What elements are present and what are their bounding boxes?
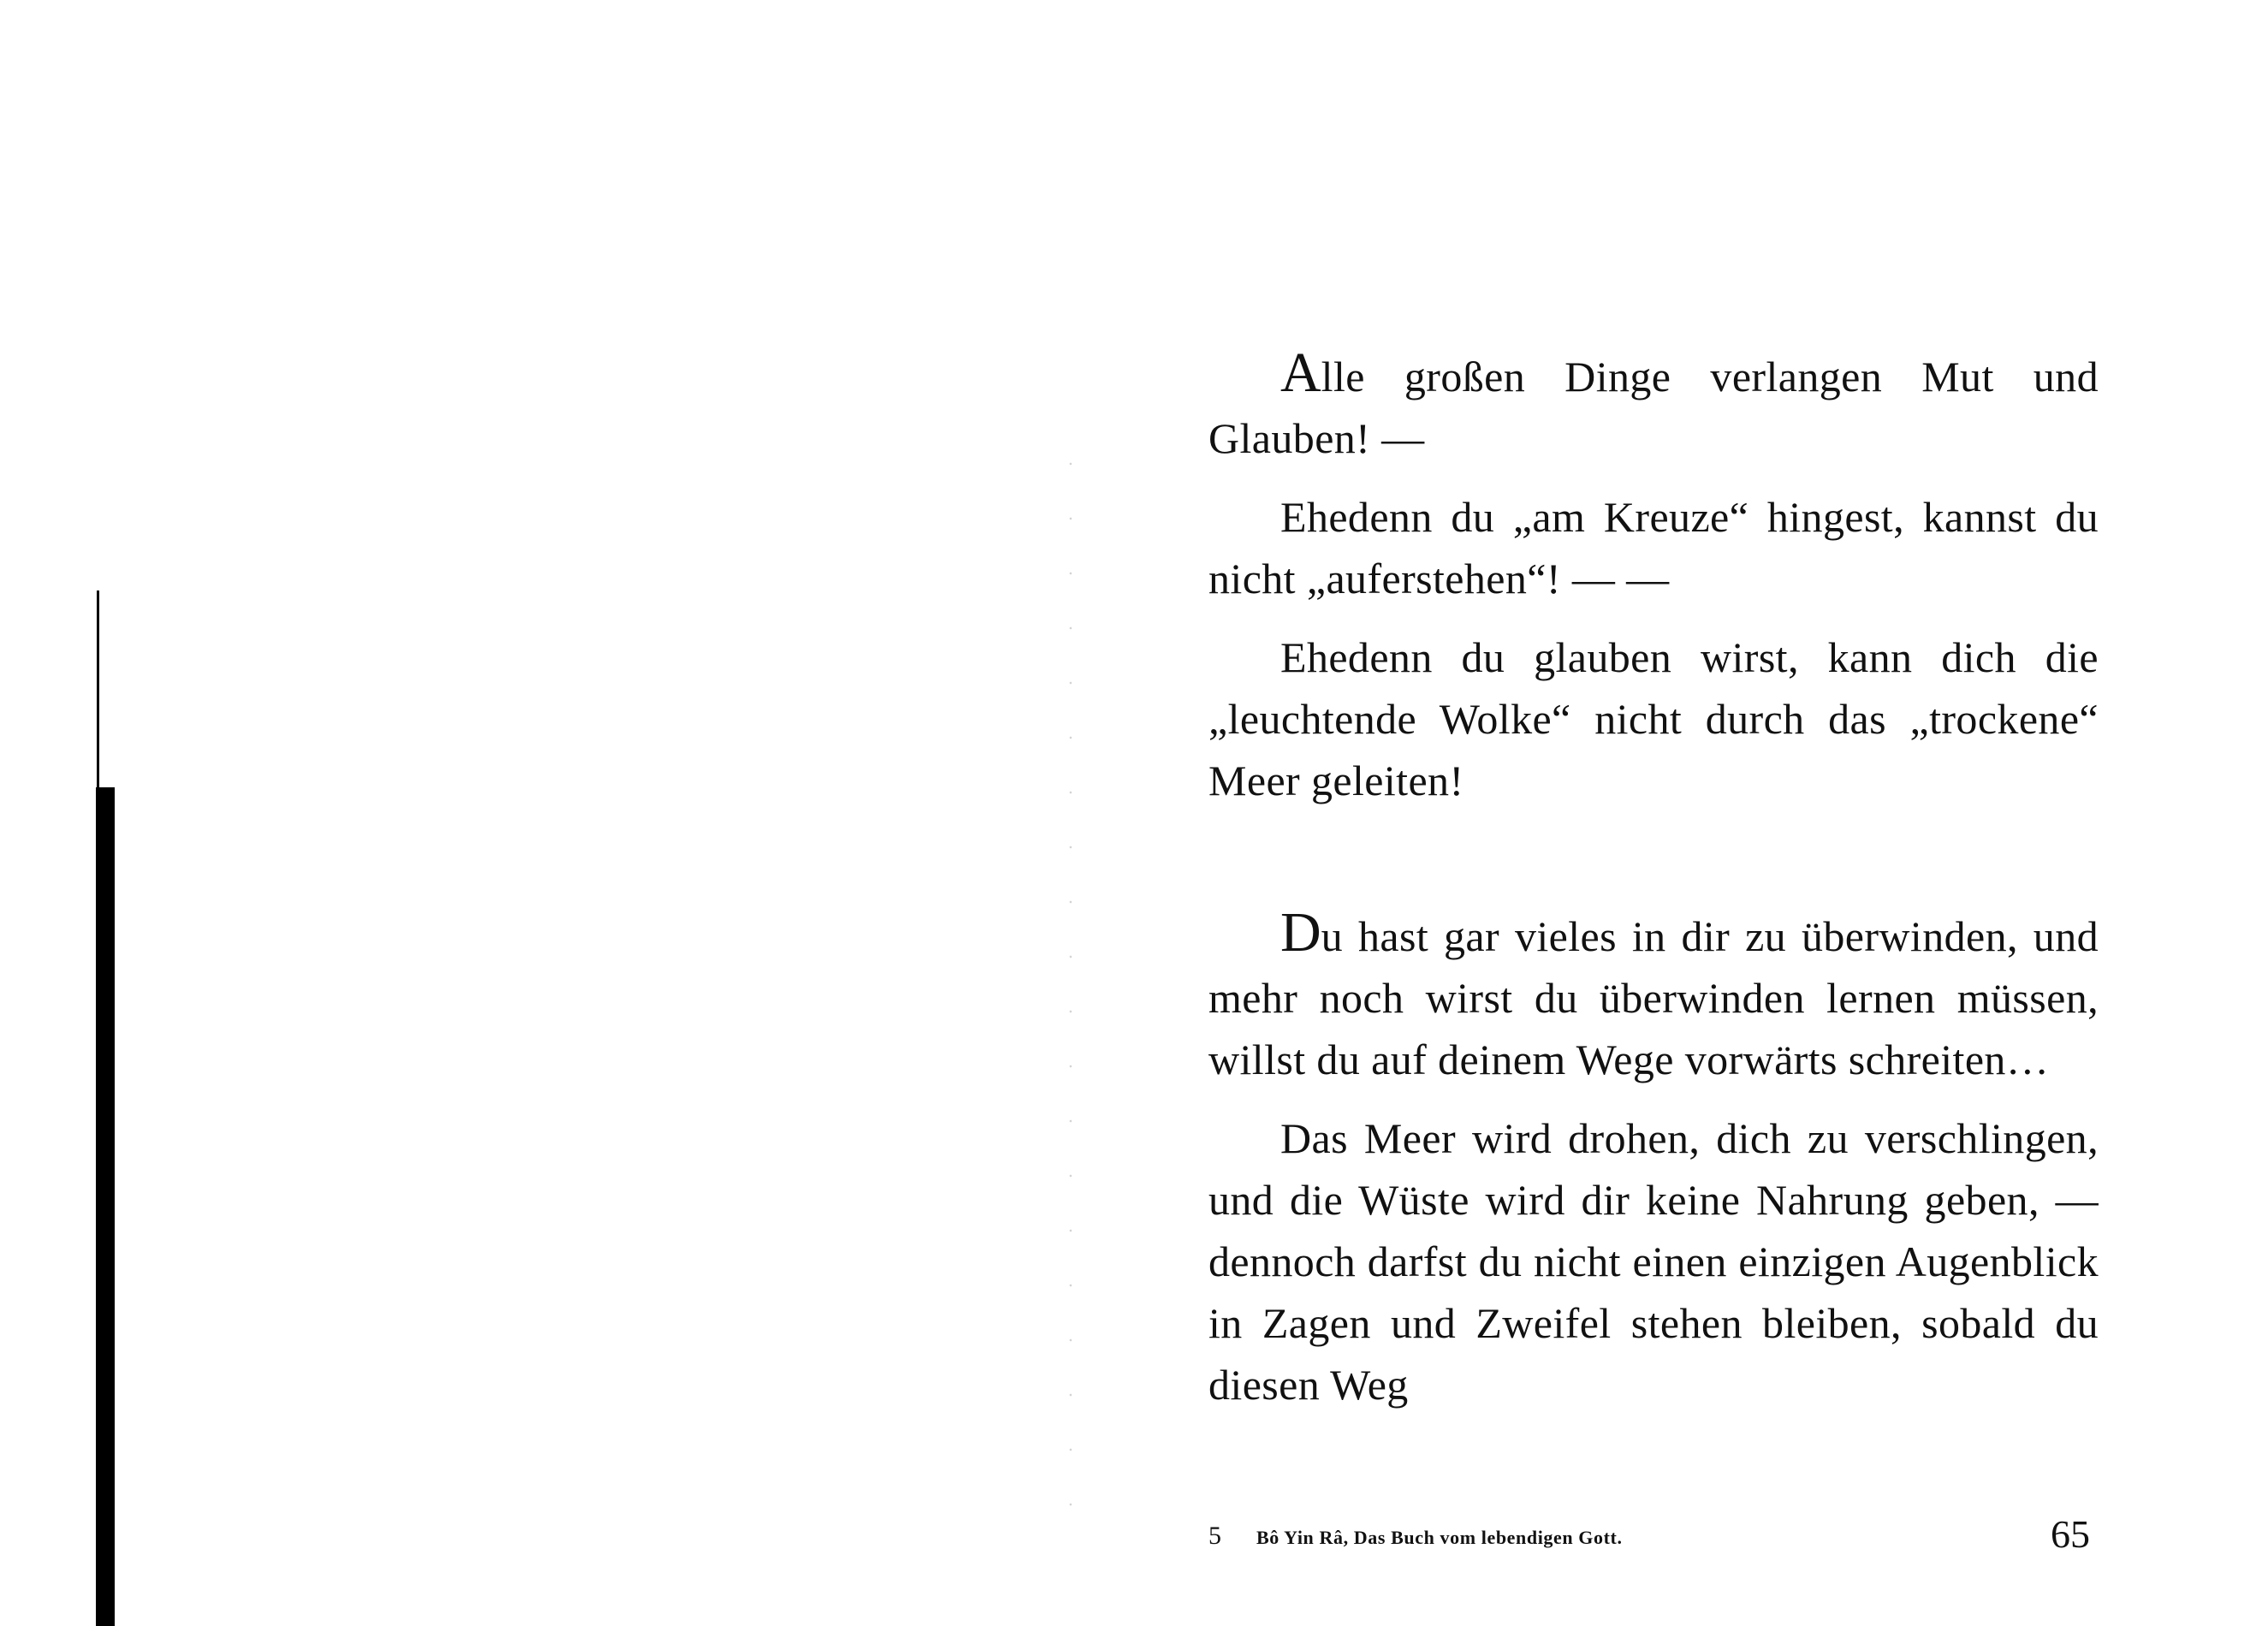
- paragraph-3: [1208, 626, 2099, 811]
- drop-initial: D: [1280, 901, 1321, 964]
- printer-signature: [1208, 1522, 1623, 1551]
- paragraph-5: [1208, 1107, 2099, 1415]
- signature-number: 5: [1208, 1522, 1221, 1550]
- paragraph-1: [1208, 342, 2099, 469]
- paragraph-text: u hast gar vieles in dir zu überwinden, und mehr noch wirst du überwinden lernen müssen, willst du auf deinem Wege vorwärts schreiten…: [1208, 912, 2099, 1083]
- binding-edge-top: [97, 590, 99, 796]
- right-page-text: [1208, 342, 2099, 1415]
- gutter-marks: [1068, 436, 1073, 1532]
- paragraph-4: [1208, 902, 2099, 1090]
- paragraph-text: Das Meer wird drohen, dich zu verschlingen, und die Wüste wird dir keine Nahrung geben, — dennoch darfst du nicht einen einzigen Augenblick in Zagen und Zweifel stehen bleiben, sobald du diesen Weg: [1208, 1114, 2099, 1409]
- binding-edge: [96, 787, 115, 1626]
- signature-text: Bô Yin Râ, Das Buch vom lebendigen Gott.: [1256, 1527, 1623, 1548]
- page-footer: [1208, 1511, 2099, 1563]
- paragraph-text: lle großen Dinge verlangen Mut und Glauben! —: [1208, 353, 2099, 462]
- drop-initial: A: [1280, 341, 1321, 404]
- paragraph-text: Ehedenn du glauben wirst, kann dich die „leuchtende Wolke“ nicht durch das „trockene“ Meer geleiten!: [1208, 633, 2099, 804]
- page-number: 65: [2051, 1512, 2090, 1556]
- paragraph-text: Ehedenn du „am Kreuze“ hingest, kannst du nicht „auferstehen“! — —: [1208, 493, 2099, 602]
- paragraph-2: [1208, 486, 2099, 609]
